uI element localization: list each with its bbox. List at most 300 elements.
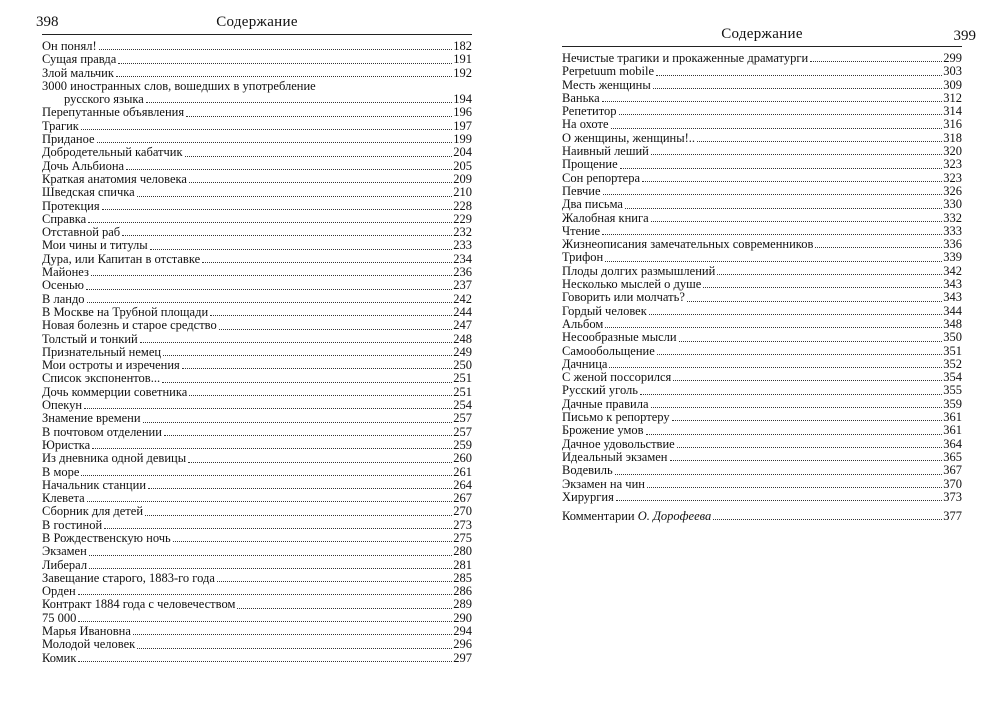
- leader-dots: [91, 275, 452, 276]
- toc-entry[interactable]: [42, 479, 472, 492]
- toc-entry-page: 270: [453, 504, 472, 519]
- toc-entry[interactable]: [42, 293, 472, 306]
- leader-dots: [651, 154, 942, 155]
- toc-entry-page: 191: [453, 52, 472, 67]
- toc-entry-title: В гостиной: [42, 517, 103, 532]
- leader-dots: [670, 460, 943, 461]
- leader-dots: [673, 380, 942, 381]
- toc-entry-title: Опекун: [42, 398, 83, 413]
- toc-entry-title: Осенью: [42, 278, 85, 293]
- leader-dots: [189, 395, 452, 396]
- toc-entry-title: Идеальный экзамен: [562, 449, 668, 464]
- toc-entry[interactable]: [562, 478, 962, 491]
- toc-entry[interactable]: [42, 266, 472, 279]
- leader-dots: [122, 235, 452, 236]
- toc-entry-title: Самообольщение: [562, 343, 655, 358]
- toc-entry-commentary[interactable]: [562, 510, 962, 523]
- toc-entry[interactable]: [42, 346, 472, 359]
- toc-entry-page: 286: [453, 584, 472, 599]
- toc-entry-title: Экзамен на чин: [562, 476, 645, 491]
- toc-entry[interactable]: [42, 492, 472, 505]
- toc-entry-page: 244: [453, 304, 472, 319]
- toc-entry[interactable]: [42, 598, 472, 611]
- toc-entry-title: Либерал: [42, 557, 88, 572]
- toc-entry[interactable]: [42, 239, 472, 252]
- leader-dots: [102, 209, 453, 210]
- toc-entry-title: Мои остроты и изречения: [42, 358, 180, 373]
- toc-entry[interactable]: [562, 345, 962, 358]
- leader-dots: [81, 475, 452, 476]
- toc-entry-title: Прощение: [562, 157, 618, 172]
- toc-entry[interactable]: [42, 519, 472, 532]
- leader-dots: [133, 634, 452, 635]
- toc-entry-title: Брожение умов: [562, 423, 644, 438]
- toc-entry-page: 365: [943, 449, 962, 464]
- toc-entry[interactable]: [42, 53, 472, 66]
- leader-dots: [647, 487, 942, 488]
- toc-entry[interactable]: [562, 185, 962, 198]
- toc-entry-page: 370: [943, 476, 962, 491]
- toc-entry[interactable]: [42, 67, 472, 80]
- leader-dots: [810, 61, 942, 62]
- leader-dots: [87, 501, 453, 502]
- leader-dots: [651, 407, 943, 408]
- toc-entry[interactable]: [562, 225, 962, 238]
- toc-entry[interactable]: [42, 226, 472, 239]
- toc-entry[interactable]: [562, 212, 962, 225]
- toc-entry-title: Трифон: [562, 250, 604, 265]
- toc-entry-title: Отставной раб: [42, 225, 121, 240]
- leader-dots: [703, 287, 942, 288]
- toc-entry-title: Гордый человек: [562, 303, 647, 318]
- toc-entry[interactable]: [562, 132, 962, 145]
- toc-entry-title: Perpetuum mobile: [562, 64, 654, 79]
- toc-entry-page: 197: [453, 118, 472, 133]
- toc-entry-title: Орден: [42, 584, 76, 599]
- toc-entry-title: Дочь Альбиона: [42, 158, 125, 173]
- leader-dots: [188, 462, 452, 463]
- toc-entry-title: Начальник станции: [42, 477, 147, 492]
- toc-entry-page: 251: [453, 384, 472, 399]
- leader-dots: [640, 394, 942, 395]
- toc-entry-title: Протекция: [42, 198, 100, 213]
- toc-entry[interactable]: [42, 106, 472, 119]
- toc-entry[interactable]: [562, 251, 962, 264]
- toc-entry-page: 303: [943, 64, 962, 79]
- leader-dots: [84, 408, 452, 409]
- page-header: [562, 26, 976, 44]
- leader-dots: [78, 621, 452, 622]
- leader-dots: [143, 422, 453, 423]
- toc-list: [42, 40, 472, 665]
- toc-entry[interactable]: [42, 466, 472, 479]
- toc-entry[interactable]: [42, 160, 472, 173]
- leader-dots: [145, 515, 452, 516]
- leader-dots: [611, 128, 943, 129]
- toc-entry-page: 205: [453, 158, 472, 173]
- toc-entry[interactable]: [42, 40, 472, 53]
- toc-entry[interactable]: [562, 265, 962, 278]
- leader-dots: [677, 447, 943, 448]
- toc-entry[interactable]: [562, 318, 962, 331]
- toc-entry[interactable]: [562, 411, 962, 424]
- toc-entry[interactable]: [562, 238, 962, 251]
- toc-entry-page: 323: [943, 170, 962, 185]
- toc-entry-title: Приданое: [42, 132, 95, 147]
- leader-dots: [609, 367, 942, 368]
- toc-entry-page: 233: [453, 238, 472, 253]
- toc-list: [562, 52, 962, 504]
- toc-entry-page: 234: [453, 251, 472, 266]
- toc-entry[interactable]: [42, 306, 472, 319]
- toc-entry-page: 251: [453, 371, 472, 386]
- toc-entry-page: 316: [943, 117, 962, 132]
- toc-entry[interactable]: [562, 105, 962, 118]
- toc-entry-title: Признательный немец: [42, 344, 162, 359]
- toc-entry-page: 249: [453, 344, 472, 359]
- leader-dots: [605, 261, 942, 262]
- leader-dots: [173, 541, 453, 542]
- toc-entry[interactable]: [562, 278, 962, 291]
- toc-entry-page: 352: [943, 356, 962, 371]
- toc-entry-title: Дачница: [562, 356, 608, 371]
- toc-entry-page: 339: [943, 250, 962, 265]
- toc-entry-page: 260: [453, 451, 472, 466]
- toc-entry-title: Добродетельный кабатчик: [42, 145, 183, 160]
- left-page: [36, 14, 472, 665]
- toc-entry[interactable]: [562, 451, 962, 464]
- toc-entry[interactable]: [562, 291, 962, 304]
- toc-entry-page: 314: [943, 104, 962, 119]
- toc-entry[interactable]: [562, 198, 962, 211]
- toc-entry[interactable]: [42, 386, 472, 399]
- leader-dots: [697, 141, 942, 142]
- toc-entry[interactable]: [42, 559, 472, 572]
- toc-entry-page: 264: [453, 477, 472, 492]
- toc-entry-title: Из дневника одной девицы: [42, 451, 187, 466]
- toc-entry-title: Месть женщины: [562, 77, 651, 92]
- toc-entry-page: 361: [943, 410, 962, 425]
- toc-entry-page: 294: [453, 624, 472, 639]
- toc-entry[interactable]: [42, 80, 472, 107]
- toc-entry[interactable]: [562, 145, 962, 158]
- toc-entry-page: 209: [453, 171, 472, 186]
- toc-entry-page: 204: [453, 145, 472, 160]
- toc-entry-page: 344: [943, 303, 962, 318]
- page-header: [36, 14, 472, 32]
- leader-dots: [653, 88, 942, 89]
- toc-entry-title: Перепутанные объявления: [42, 105, 185, 120]
- toc-entry[interactable]: [42, 146, 472, 159]
- toc-entry-page: 229: [453, 211, 472, 226]
- toc-entry-title: Шведская спичка: [42, 185, 135, 200]
- toc-entry[interactable]: [42, 279, 472, 292]
- leader-dots: [615, 474, 943, 475]
- leader-dots: [162, 382, 452, 383]
- toc-entry[interactable]: [562, 92, 962, 105]
- toc-entry[interactable]: [562, 371, 962, 384]
- header-rule: [562, 46, 962, 47]
- toc-entry[interactable]: [42, 625, 472, 638]
- toc-entry[interactable]: [42, 652, 472, 665]
- toc-entry[interactable]: [42, 452, 472, 465]
- toc-entry-title: Говорить или молчать?: [562, 290, 685, 305]
- toc-entry[interactable]: [42, 585, 472, 598]
- toc-entry-page: 309: [943, 77, 962, 92]
- toc-entry[interactable]: [562, 331, 962, 344]
- toc-entry-title: Он понял!: [42, 39, 97, 53]
- toc-entry-page: 248: [453, 331, 472, 346]
- leader-dots: [78, 594, 453, 595]
- toc-entry-title: Репетитор: [562, 104, 617, 119]
- toc-entry[interactable]: [42, 120, 472, 133]
- toc-entry-title: В ландо: [42, 291, 85, 306]
- toc-entry-title: На охоте: [562, 117, 609, 132]
- toc-entry-title: Несколько мыслей о душе: [562, 277, 702, 292]
- leader-dots: [89, 555, 452, 556]
- toc-entry-page: 275: [453, 530, 472, 545]
- leader-dots: [602, 234, 942, 235]
- toc-entry-title: Певчие: [562, 183, 601, 198]
- toc-entry-page: 261: [453, 464, 472, 479]
- toc-entry-page: 192: [453, 65, 472, 80]
- toc-entry[interactable]: [42, 319, 472, 332]
- header-rule: [42, 34, 472, 35]
- toc-entry-page: 257: [453, 424, 472, 439]
- toc-entry-title: В Москве на Трубной площади: [42, 304, 209, 319]
- toc-entry-page: 182: [453, 39, 472, 53]
- toc-entry-page: 323: [943, 157, 962, 172]
- toc-entry[interactable]: [562, 172, 962, 185]
- leader-dots: [815, 247, 942, 248]
- toc-entry-page: 354: [943, 370, 962, 385]
- leader-dots: [86, 289, 452, 290]
- toc-entry-title: Два письма: [562, 197, 623, 212]
- toc-entry-title: Знамение времени: [42, 411, 141, 426]
- toc-entry[interactable]: [42, 439, 472, 452]
- leader-dots: [642, 181, 942, 182]
- leader-dots: [146, 102, 452, 103]
- toc-entry-page: 267: [453, 491, 472, 506]
- leader-dots: [657, 354, 942, 355]
- leader-dots: [137, 196, 453, 197]
- toc-entry-page: 290: [453, 610, 472, 625]
- toc-entry-title: Письмо к репортеру: [562, 410, 670, 425]
- toc-entry-page: 332: [943, 210, 962, 225]
- leader-dots: [81, 129, 452, 130]
- page-number: 399: [953, 28, 976, 44]
- toc-entry-title: Справка: [42, 211, 87, 226]
- toc-entry[interactable]: [42, 200, 472, 213]
- toc-entry-page: 250: [453, 358, 472, 373]
- toc-entry-page: 336: [943, 237, 962, 252]
- leader-dots: [649, 314, 942, 315]
- leader-dots: [210, 315, 452, 316]
- leader-dots: [713, 519, 942, 520]
- toc-entry[interactable]: [562, 52, 962, 65]
- toc-entry-page: 254: [453, 398, 472, 413]
- page-number: 398: [36, 14, 59, 30]
- toc-entry-title: Чтение: [562, 223, 601, 238]
- leader-dots: [137, 648, 452, 649]
- toc-entry-page: 232: [453, 225, 472, 240]
- toc-entry-title: Мои чины и титулы: [42, 238, 148, 253]
- toc-entry-title: Список экспонентов...: [42, 371, 161, 386]
- toc-entry-title: С женой поссорился: [562, 370, 672, 385]
- leader-dots: [620, 168, 943, 169]
- toc-entry-title: Дачные правила: [562, 396, 649, 411]
- toc-entry-title: Плоды долгих размышлений: [562, 263, 716, 278]
- toc-entry-title: Водевиль: [562, 463, 613, 478]
- toc-entry[interactable]: [562, 438, 962, 451]
- toc-entry-title: Ванька: [562, 90, 600, 105]
- toc-entry[interactable]: [42, 213, 472, 226]
- toc-entry[interactable]: [42, 133, 472, 146]
- leader-dots: [148, 488, 452, 489]
- toc-entry-page: 333: [943, 223, 962, 238]
- toc-entry[interactable]: [562, 358, 962, 371]
- toc-entry[interactable]: [42, 638, 472, 651]
- toc-entry-title: Дочь коммерции советника: [42, 384, 188, 399]
- toc-entry-page: 348: [943, 316, 962, 331]
- leader-dots: [656, 75, 942, 76]
- toc-entry[interactable]: [42, 426, 472, 439]
- toc-entry-title: Завещание старого, 1883-го года: [42, 570, 215, 585]
- toc-entry-page: 280: [453, 544, 472, 559]
- toc-entry-page: 373: [943, 489, 962, 504]
- toc-entry-page: 281: [453, 557, 472, 572]
- leader-dots: [140, 342, 453, 343]
- leader-dots: [202, 262, 452, 263]
- toc-entry[interactable]: [562, 118, 962, 131]
- toc-entry-page: 285: [453, 570, 472, 585]
- toc-entry[interactable]: [42, 505, 472, 518]
- toc-entry[interactable]: [42, 572, 472, 585]
- toc-entry-title: Экзамен: [42, 544, 87, 559]
- toc-entry-page: 318: [943, 130, 962, 145]
- running-title: Содержание: [721, 26, 803, 42]
- leader-dots: [651, 221, 943, 222]
- toc-entry[interactable]: [562, 305, 962, 318]
- toc-entry-title: Комментарии О. Дорофеева: [562, 509, 712, 524]
- leader-dots: [605, 327, 942, 328]
- toc-entry[interactable]: [562, 65, 962, 78]
- toc-entry-title: Наивный леший: [562, 144, 649, 159]
- toc-entry-page: 350: [943, 330, 962, 345]
- leader-dots: [87, 302, 453, 303]
- toc-entry-title: Майонез: [42, 265, 89, 280]
- toc-entry-page: 312: [943, 90, 962, 105]
- toc-entry[interactable]: [42, 173, 472, 186]
- toc-entry[interactable]: [562, 491, 962, 504]
- toc-entry-page: 296: [453, 637, 472, 652]
- toc-entry[interactable]: [42, 359, 472, 372]
- toc-entry-page: 289: [453, 597, 472, 612]
- leader-dots: [185, 156, 453, 157]
- leader-dots: [189, 182, 452, 183]
- toc-entry-title: В Рождественскую ночь: [42, 530, 171, 545]
- toc-entry[interactable]: [562, 424, 962, 437]
- toc-entry-page: 342: [943, 263, 962, 278]
- toc-entry-page: 259: [453, 437, 472, 452]
- leader-dots: [237, 608, 452, 609]
- toc-entry[interactable]: [42, 372, 472, 385]
- toc-entry-page: 247: [453, 318, 472, 333]
- toc-entry[interactable]: [562, 384, 962, 397]
- toc-entry-title: Жизнеописания замечательных современников: [562, 237, 814, 252]
- leader-dots: [616, 500, 942, 501]
- leader-dots: [619, 114, 943, 115]
- toc-entry[interactable]: [42, 612, 472, 625]
- toc-entry[interactable]: [562, 464, 962, 477]
- leader-dots: [679, 341, 943, 342]
- toc-entry[interactable]: [42, 545, 472, 558]
- leader-dots: [89, 568, 452, 569]
- toc-entry-title: Сущая правда: [42, 52, 117, 67]
- toc-entry-page: 299: [943, 51, 962, 65]
- toc-entry-title: Трагик: [42, 118, 79, 133]
- toc-entry-page: 273: [453, 517, 472, 532]
- leader-dots: [602, 101, 943, 102]
- toc-entry-title: Контракт 1884 года с человечеством: [42, 597, 236, 612]
- toc-entry[interactable]: [562, 79, 962, 92]
- toc-entry[interactable]: [42, 399, 472, 412]
- toc-entry-page: 326: [943, 183, 962, 198]
- toc-entry-page: 361: [943, 423, 962, 438]
- leader-dots: [646, 434, 943, 435]
- toc-entry[interactable]: [42, 333, 472, 346]
- toc-entry-title: 75 000: [42, 610, 77, 625]
- toc-entry[interactable]: [562, 398, 962, 411]
- right-page: [562, 26, 976, 524]
- toc-entry-title: Альбом: [562, 316, 604, 331]
- toc-entry-page: 199: [453, 132, 472, 147]
- toc-entry-page: 351: [943, 343, 962, 358]
- leader-dots: [687, 301, 942, 302]
- toc-entry[interactable]: [42, 532, 472, 545]
- toc-entry-title: Несообразные мысли: [562, 330, 677, 345]
- toc-entry-author: О. Дорофеева: [637, 509, 712, 524]
- toc-entry-title: Сборник для детей: [42, 504, 144, 519]
- toc-entry-page: 297: [453, 650, 472, 665]
- leader-dots: [672, 420, 943, 421]
- toc-entry[interactable]: [42, 412, 472, 425]
- toc-entry-title: Краткая анатомия человека: [42, 171, 187, 186]
- leader-dots: [88, 222, 452, 223]
- leader-dots: [186, 116, 452, 117]
- leader-dots: [118, 63, 452, 64]
- toc-entry[interactable]: [42, 253, 472, 266]
- toc-entry-page: 343: [943, 290, 962, 305]
- leader-dots: [164, 435, 452, 436]
- toc-entry-title: Молодой человек: [42, 637, 136, 652]
- toc-entry[interactable]: [42, 186, 472, 199]
- toc-entry-page: 359: [943, 396, 962, 411]
- toc-entry-title: 3000 иностранных слов, вошедших в употребление: [42, 78, 316, 93]
- leader-dots: [603, 194, 943, 195]
- leader-dots: [116, 76, 452, 77]
- toc-entry-page: 355: [943, 383, 962, 398]
- toc-entry-title: Марья Ивановна: [42, 624, 131, 639]
- toc-entry-title: Жалобная книга: [562, 210, 649, 225]
- leader-dots: [104, 528, 452, 529]
- toc-entry-page: 377: [943, 509, 962, 524]
- leader-dots: [717, 274, 942, 275]
- toc-entry[interactable]: [562, 158, 962, 171]
- toc-entry-title: Злой мальчик: [42, 65, 114, 80]
- toc-entry-page: 330: [943, 197, 962, 212]
- toc-entry-title: Русский уголь: [562, 383, 638, 398]
